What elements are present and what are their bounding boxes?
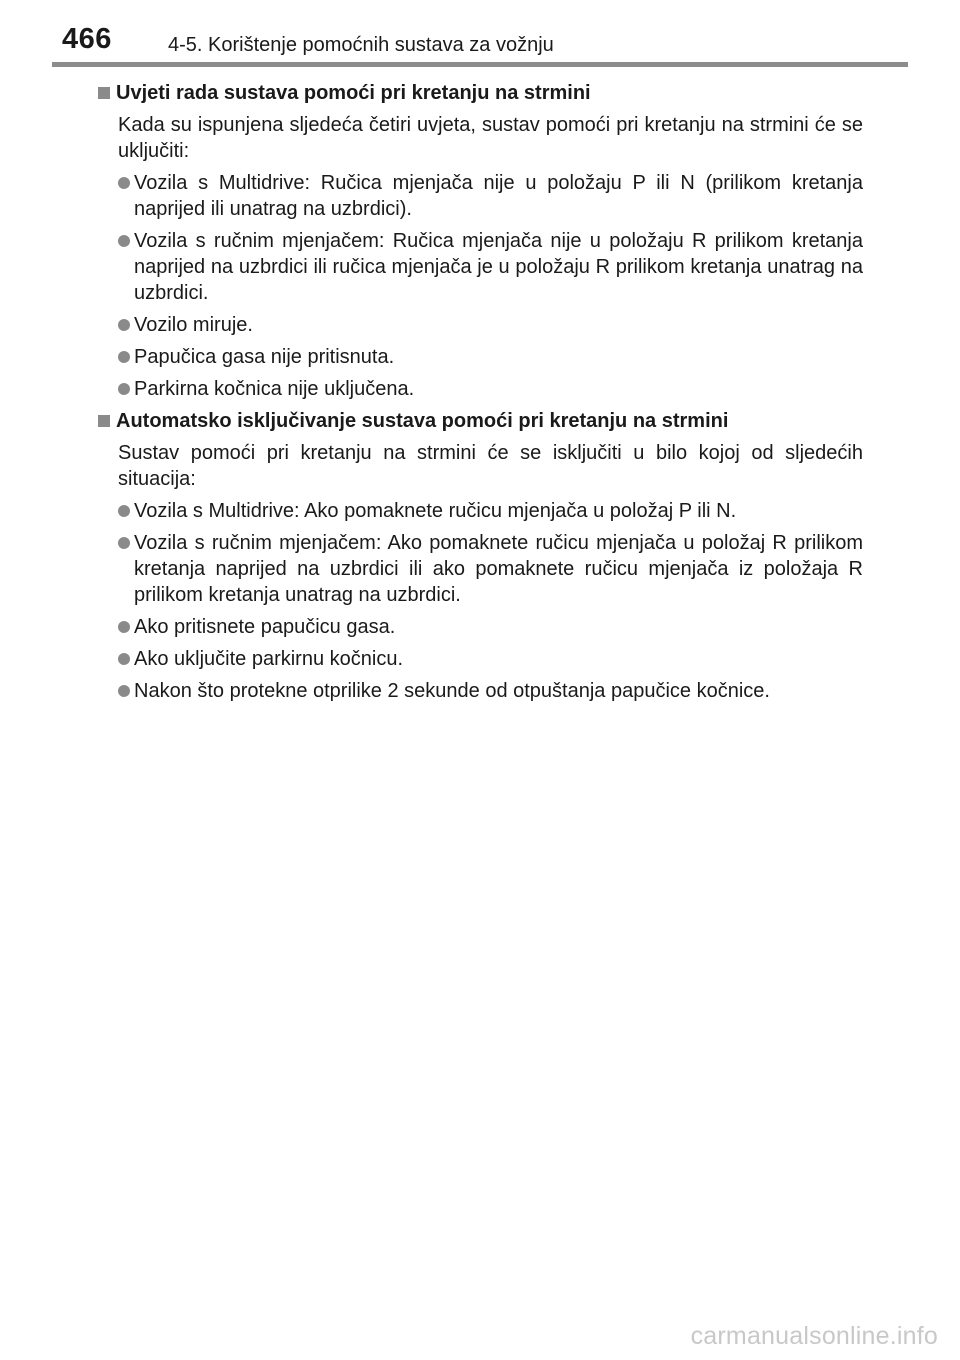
- list-item: [118, 376, 863, 402]
- round-bullet-icon: [118, 235, 130, 247]
- header-divider: [52, 62, 908, 67]
- list-item: [118, 312, 863, 338]
- list-item-text: Vozilo miruje.: [134, 314, 253, 336]
- list-item-text: Ako pritisnete papučicu gasa.: [134, 616, 396, 638]
- section-automatic-deactivation: [98, 408, 863, 704]
- square-bullet-icon: [98, 415, 110, 427]
- square-bullet-icon: [98, 87, 110, 99]
- list-item: [118, 678, 863, 704]
- list-item-text: Vozila s Multidrive: Ručica mjenjača nije u položaju P ili N (prilikom kretanja naprijed ili unatrag na uzbrdici).: [134, 172, 863, 220]
- section-heading-text: Uvjeti rada sustava pomoći pri kretanju na strmini: [116, 82, 591, 104]
- list-item-text: Parkirna kočnica nije uključena.: [134, 378, 415, 400]
- list-item: [118, 228, 863, 306]
- site-watermark: carmanualsonline.info: [690, 1322, 938, 1350]
- list-item-text: Vozila s Multidrive: Ako pomaknete ručicu mjenjača u položaj P ili N.: [134, 500, 737, 522]
- page-header: [0, 0, 960, 60]
- round-bullet-icon: [118, 685, 130, 697]
- list-item-text: Ako uključite parkirnu kočnicu.: [134, 648, 404, 670]
- section-intro: Sustav pomoći pri kretanju na strmini će se isključiti u bilo kojoj od sljedećih situacija:: [118, 442, 863, 490]
- section-intro: Kada su ispunjena sljedeća četiri uvjeta, sustav pomoći pri kretanju na strmini će se uključiti:: [118, 114, 863, 162]
- list-item: [118, 530, 863, 608]
- list-item: [118, 646, 863, 672]
- list-item-text: Vozila s ručnim mjenjačem: Ako pomaknete ručicu mjenjača u položaj R prilikom kretanja naprijed na uzbrdici ili ako pomaknete ručicu mjenjača iz položaja R prilikom kretanja unatrag na uzbrdici.: [134, 532, 863, 606]
- list-item-text: Vozila s ručnim mjenjačem: Ručica mjenjača nije u položaju R prilikom kretanja naprijed na uzbrdici ili ručica mjenjača je u položaju R prilikom kretanja unatrag na uzbrdici.: [134, 230, 863, 304]
- round-bullet-icon: [118, 505, 130, 517]
- round-bullet-icon: [118, 319, 130, 331]
- round-bullet-icon: [118, 653, 130, 665]
- section-heading-text: Automatsko isključivanje sustava pomoći pri kretanju na strmini: [116, 410, 729, 432]
- deactivation-list: [118, 498, 863, 704]
- list-item-text: Nakon što protekne otprilike 2 sekunde od otpuštanja papučice kočnice.: [134, 680, 770, 702]
- section-operating-conditions: [98, 80, 863, 402]
- round-bullet-icon: [118, 177, 130, 189]
- list-item-text: Papučica gasa nije pritisnuta.: [134, 346, 395, 368]
- page-content: [98, 80, 863, 710]
- round-bullet-icon: [118, 537, 130, 549]
- list-item: [118, 614, 863, 640]
- round-bullet-icon: [118, 351, 130, 363]
- round-bullet-icon: [118, 621, 130, 633]
- section-heading: [98, 408, 863, 434]
- running-section-title: 4-5. Korištenje pomoćnih sustava za vožnju: [168, 34, 554, 56]
- list-item: [118, 498, 863, 524]
- list-item: [118, 170, 863, 222]
- section-heading: [98, 80, 863, 106]
- page-number: 466: [62, 23, 112, 55]
- conditions-list: [118, 170, 863, 402]
- list-item: [118, 344, 863, 370]
- round-bullet-icon: [118, 383, 130, 395]
